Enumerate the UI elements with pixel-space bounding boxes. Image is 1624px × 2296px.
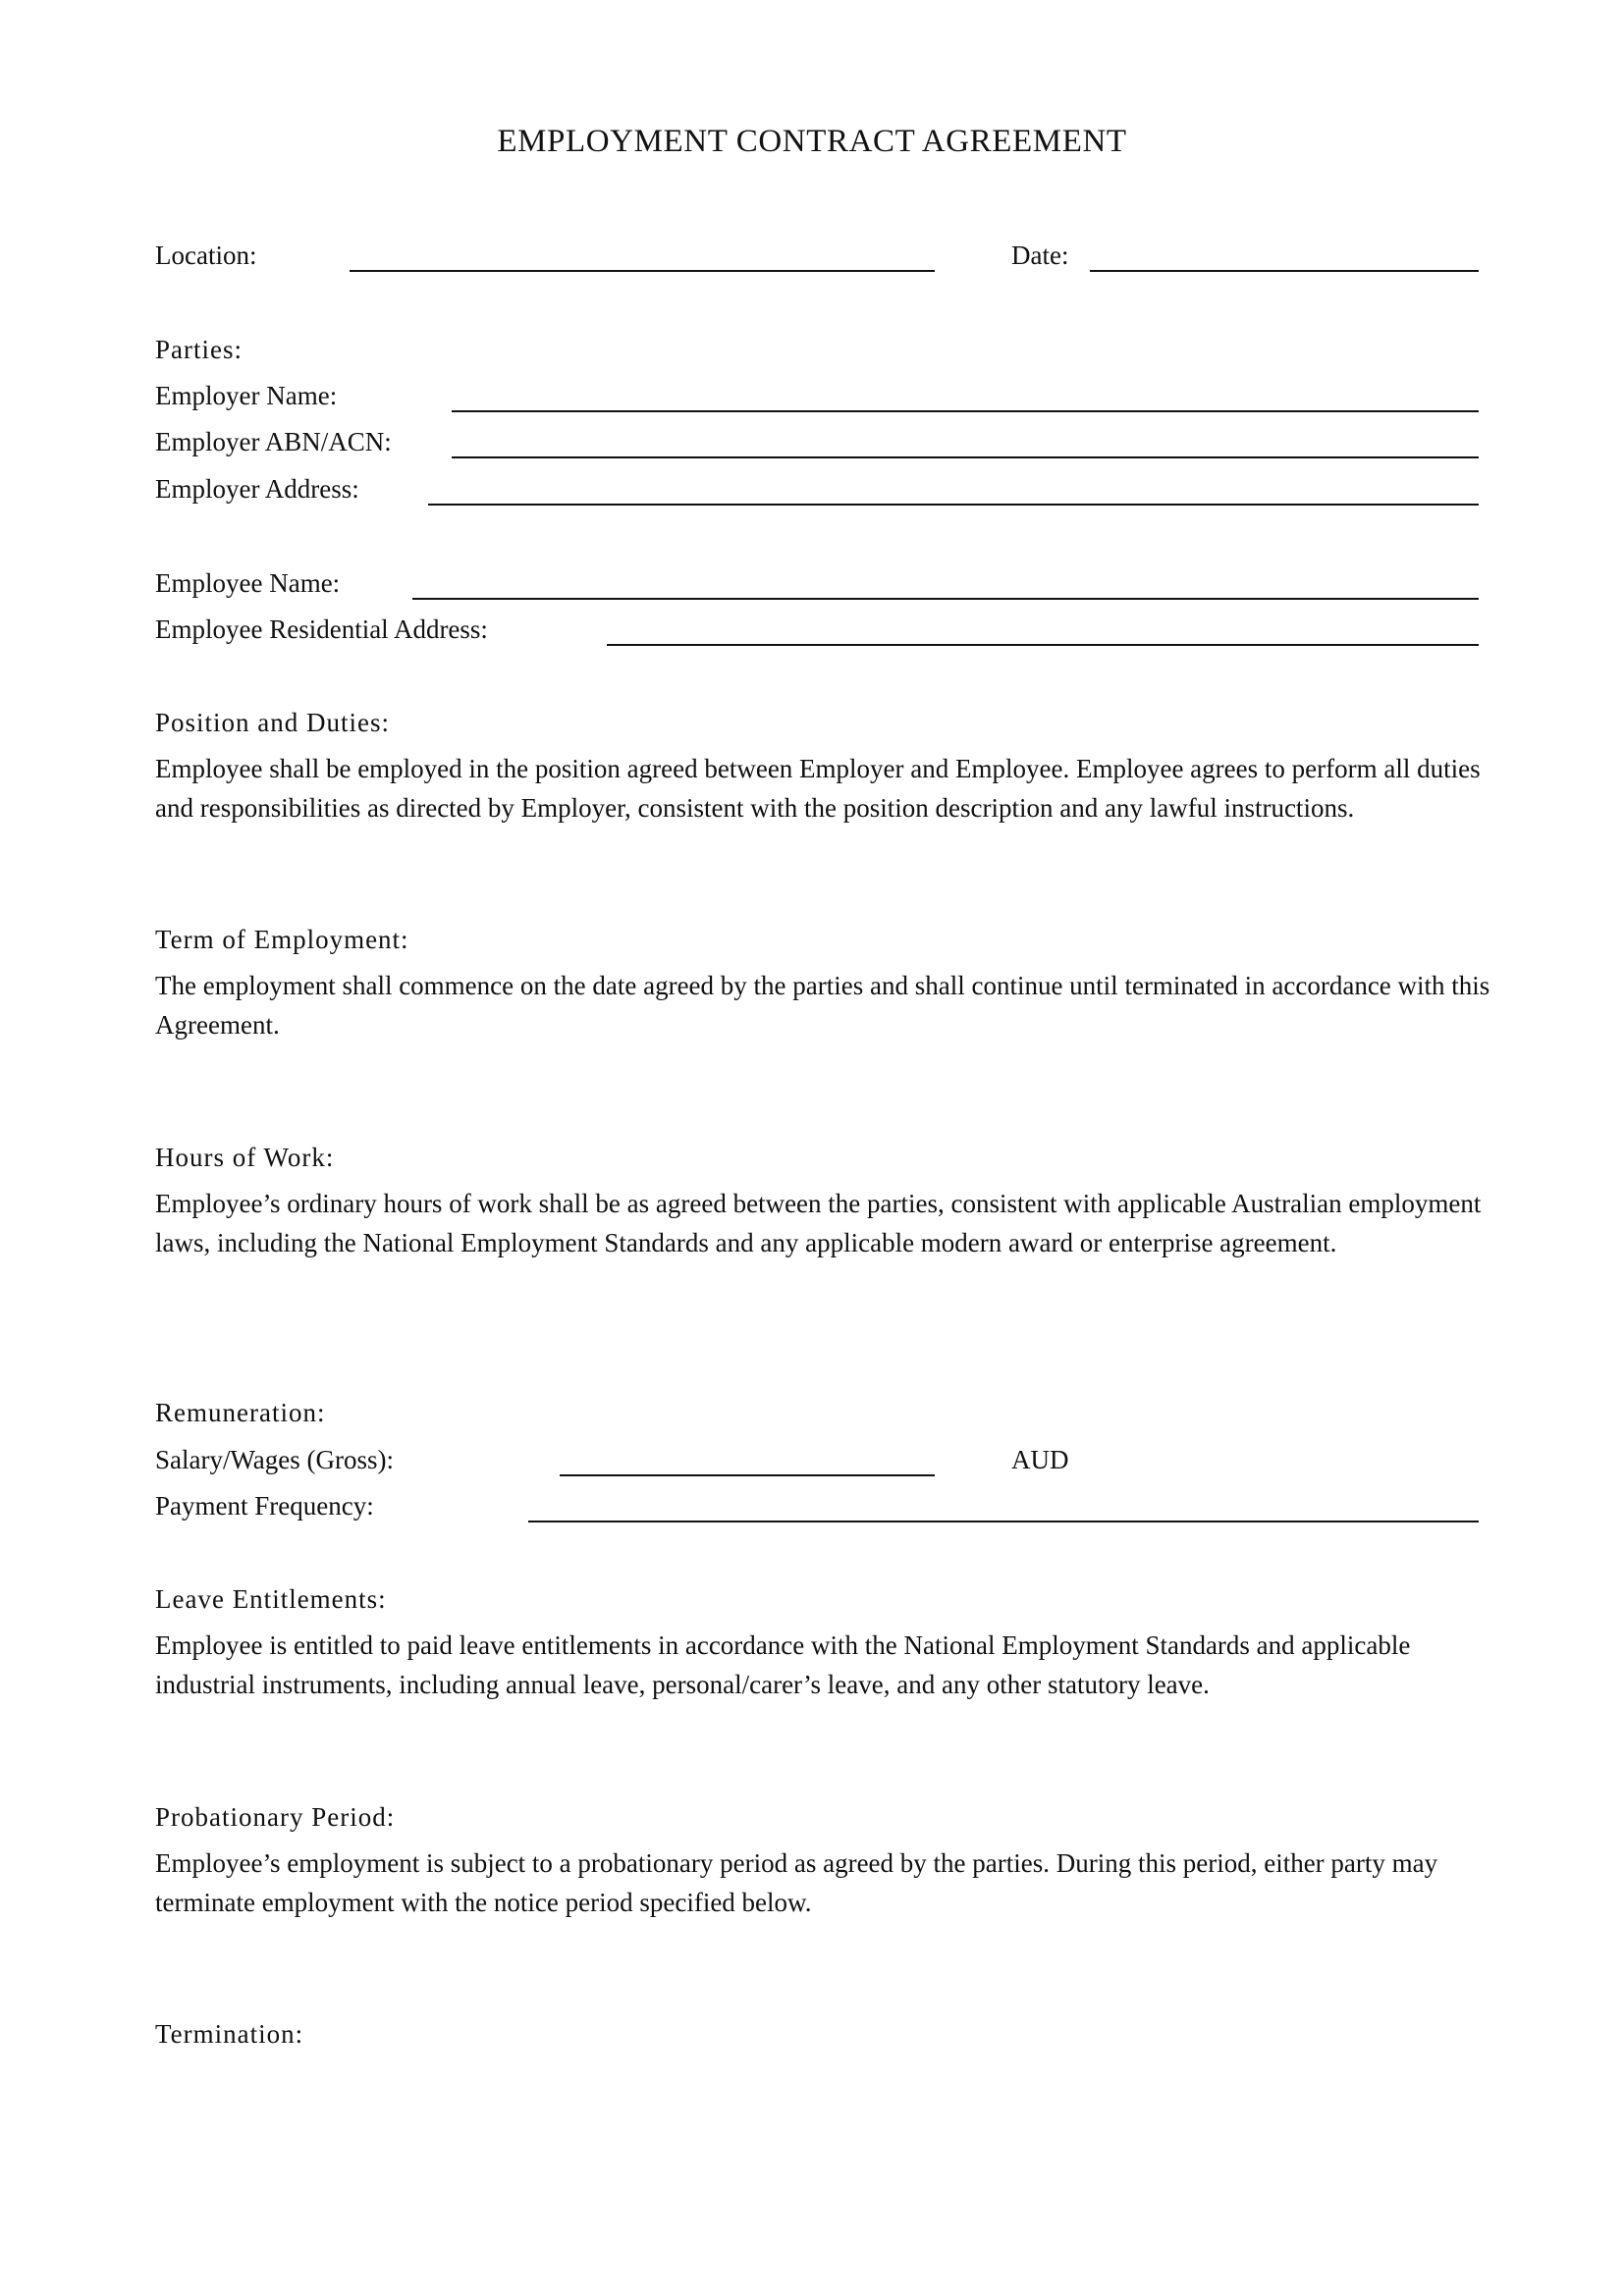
position-body: Employee shall be employed in the position agreed between Employer and Employee. Employee agrees to perform all duties and responsibilities as directed by Employer, consistent with the position description and any lawful instructions. bbox=[155, 754, 1481, 823]
term-heading: Term of Employment: bbox=[155, 925, 409, 954]
employee-name-field[interactable] bbox=[412, 598, 1479, 600]
employer-abn-field[interactable] bbox=[452, 456, 1479, 458]
date-field[interactable] bbox=[1090, 270, 1479, 272]
probation-body: Employee’s employment is subject to a probationary period as agreed by the parties. During this period, either party may terminate employment with the notice period specified below. bbox=[155, 1848, 1438, 1917]
frequency-label: Payment Frequency: bbox=[155, 1491, 374, 1521]
remuneration-heading: Remuneration: bbox=[155, 1398, 326, 1427]
hours-heading: Hours of Work: bbox=[155, 1143, 335, 1172]
position-heading: Position and Duties: bbox=[155, 708, 391, 737]
document-title: EMPLOYMENT CONTRACT AGREEMENT bbox=[497, 124, 1127, 159]
employer-name-field[interactable] bbox=[452, 410, 1479, 412]
employee-address-label: Employee Residential Address: bbox=[155, 614, 488, 644]
frequency-field[interactable] bbox=[528, 1521, 1479, 1522]
leave-body: Employee is entitled to paid leave entitlements in accordance with the National Employment Standards and applicable industrial instruments, including annual leave, personal/carer’s leave, and any other statutory leave. bbox=[155, 1630, 1411, 1699]
termination-heading: Termination: bbox=[155, 2019, 304, 2049]
parties-heading: Parties: bbox=[155, 335, 243, 364]
employer-name-label: Employer Name: bbox=[155, 381, 338, 410]
location-field[interactable] bbox=[350, 270, 935, 272]
employer-abn-label: Employer ABN/ACN: bbox=[155, 427, 392, 456]
probation-heading: Probationary Period: bbox=[155, 1802, 396, 1832]
hours-body: Employee’s ordinary hours of work shall be as agreed between the parties, consistent with applicable Australian employment laws, including the National Employment Standards and any applicable modern award or enterprise agreement. bbox=[155, 1189, 1482, 1257]
currency-label: AUD bbox=[1011, 1445, 1069, 1474]
leave-heading: Leave Entitlements: bbox=[155, 1584, 387, 1614]
employee-name-label: Employee Name: bbox=[155, 568, 341, 598]
employer-address-field[interactable] bbox=[428, 504, 1479, 506]
location-label: Location: bbox=[155, 240, 257, 270]
date-label: Date: bbox=[1011, 240, 1069, 270]
employer-address-label: Employer Address: bbox=[155, 474, 359, 504]
employee-address-field[interactable] bbox=[607, 644, 1479, 646]
salary-field[interactable] bbox=[560, 1474, 935, 1476]
salary-label: Salary/Wages (Gross): bbox=[155, 1445, 395, 1474]
term-body: The employment shall commence on the date agreed by the parties and shall continue until terminated in accordance with this Agreement. bbox=[155, 971, 1490, 1040]
